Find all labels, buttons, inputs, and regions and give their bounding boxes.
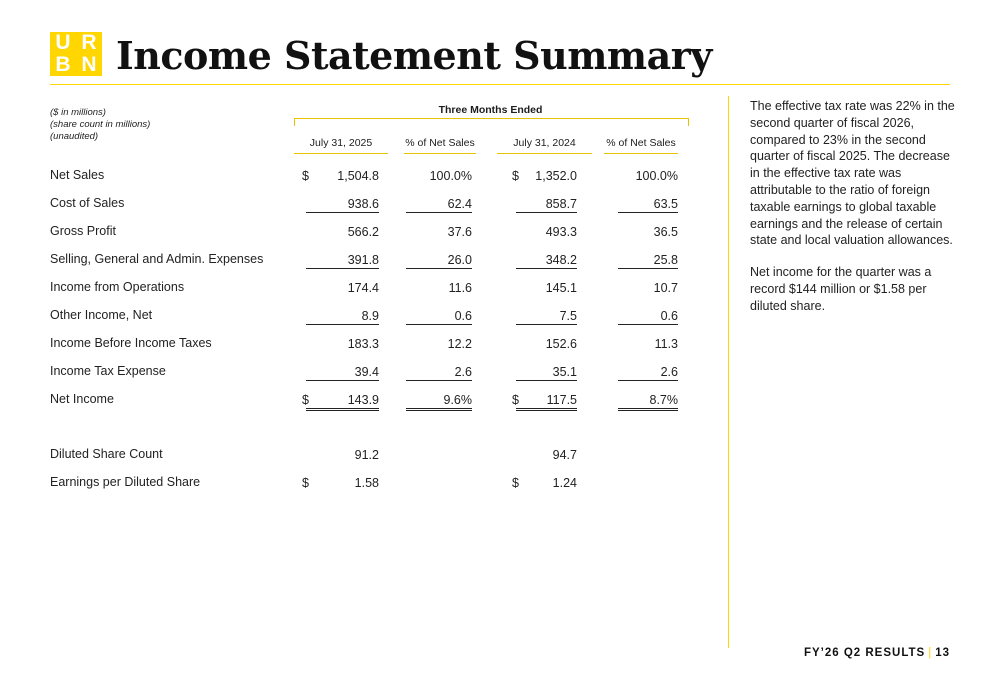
- row-label: Income Before Income Taxes: [50, 336, 212, 350]
- table-cell: 91.2: [354, 448, 379, 462]
- table-cell: 12.2: [447, 337, 472, 351]
- table-cell: 143.9: [306, 392, 379, 411]
- title-divider: [50, 84, 950, 85]
- table-cell: 25.8: [618, 252, 678, 269]
- table-cell: 1,504.8: [337, 169, 379, 183]
- table-cell: 183.3: [347, 337, 379, 351]
- table-cell: 152.6: [545, 337, 577, 351]
- currency-symbol: $: [302, 393, 309, 407]
- table-cell: 858.7: [516, 196, 577, 213]
- table-cell: 117.5: [516, 392, 577, 411]
- table-cell: 37.6: [447, 225, 472, 239]
- table-cell: 566.2: [347, 225, 379, 239]
- table-cell: 39.4: [306, 364, 379, 381]
- table-cell: 0.6: [406, 308, 472, 325]
- row-label: Income from Operations: [50, 280, 185, 294]
- table-cell: 1,352.0: [535, 169, 577, 183]
- group-header: Three Months Ended: [438, 104, 543, 116]
- row-label: Gross Profit: [50, 224, 116, 238]
- logo-letter: U: [55, 31, 71, 54]
- col-header-2025: July 31, 2025: [294, 137, 388, 154]
- table-cell: 11.3: [654, 337, 678, 351]
- page-number: 13: [935, 647, 950, 659]
- table-cell: 1.24: [552, 476, 577, 490]
- footer: FY’26 Q2 RESULTS | 13: [803, 647, 950, 659]
- col-header-2024: July 31, 2024: [497, 137, 592, 154]
- logo-letter: R: [81, 31, 97, 54]
- table-cell: 9.6%: [406, 392, 472, 411]
- table-cell: 100.0%: [429, 169, 472, 183]
- group-bracket: [294, 118, 689, 126]
- currency-symbol: $: [512, 393, 519, 407]
- row-label: Net Income: [50, 392, 114, 406]
- table-cell: 94.7: [552, 448, 577, 462]
- row-label: Cost of Sales: [50, 196, 125, 210]
- tax-rate-commentary: The effective tax rate was 22% in the second quarter of fiscal 2026, compared to 23% in the second quarter of fiscal 2025. The decrease in the effective tax rate was attributable to the ratio of foreign taxable earnings to global taxable earnings and the release of certain state and local valuation allowances.: [750, 99, 955, 248]
- column-divider: [728, 96, 729, 648]
- table-cell: 63.5: [618, 196, 678, 213]
- table-cell: 145.1: [545, 281, 577, 295]
- table-cell: 493.3: [545, 225, 577, 239]
- table-cell: 391.8: [306, 252, 379, 269]
- table-cell: 2.6: [618, 364, 678, 381]
- table-cell: 26.0: [406, 252, 472, 269]
- row-label: Net Sales: [50, 168, 105, 182]
- table-cell: 62.4: [406, 196, 472, 213]
- table-cell: 348.2: [516, 252, 577, 269]
- currency-symbol: $: [302, 476, 309, 490]
- table-cell: 8.9: [306, 308, 379, 325]
- urbn-logo: [50, 32, 102, 76]
- note-units: ($ in millions): [50, 107, 106, 118]
- col-header-pct-2024: % of Net Sales: [604, 137, 678, 154]
- row-label: Other Income, Net: [50, 308, 153, 322]
- table-cell: 174.4: [347, 281, 379, 295]
- table-cell: 8.7%: [618, 392, 678, 411]
- page-title: Income Statement Summary: [116, 33, 712, 78]
- currency-symbol: $: [302, 169, 309, 183]
- net-income-commentary: Net income for the quarter was a record $144 million or $1.58 per diluted share.: [750, 265, 932, 313]
- table-cell: 36.5: [653, 225, 678, 239]
- table-cell: 100.0%: [635, 169, 678, 183]
- row-label: Selling, General and Admin. Expenses: [50, 252, 264, 266]
- table-notes: [50, 107, 150, 143]
- currency-symbol: $: [512, 476, 519, 490]
- table-cell: 10.7: [653, 281, 678, 295]
- table-cell: 35.1: [516, 364, 577, 381]
- table-cell: 1.58: [354, 476, 379, 490]
- row-label: Income Tax Expense: [50, 364, 166, 378]
- logo-letter: N: [81, 53, 97, 76]
- table-cell: 2.6: [406, 364, 472, 381]
- logo-letter: B: [55, 53, 71, 76]
- row-label: Earnings per Diluted Share: [50, 475, 201, 489]
- currency-symbol: $: [512, 169, 519, 183]
- note-share-count: (share count in millions): [50, 119, 151, 130]
- footer-label: FY’26 Q2 RESULTS: [803, 647, 926, 659]
- table-cell: 0.6: [618, 308, 678, 325]
- note-unaudited: (unaudited): [50, 131, 99, 142]
- table-cell: 7.5: [516, 308, 577, 325]
- row-label: Diluted Share Count: [50, 447, 163, 461]
- table-cell: 11.6: [448, 281, 472, 295]
- col-header-pct-2025: % of Net Sales: [404, 137, 476, 154]
- table-cell: 938.6: [306, 196, 379, 213]
